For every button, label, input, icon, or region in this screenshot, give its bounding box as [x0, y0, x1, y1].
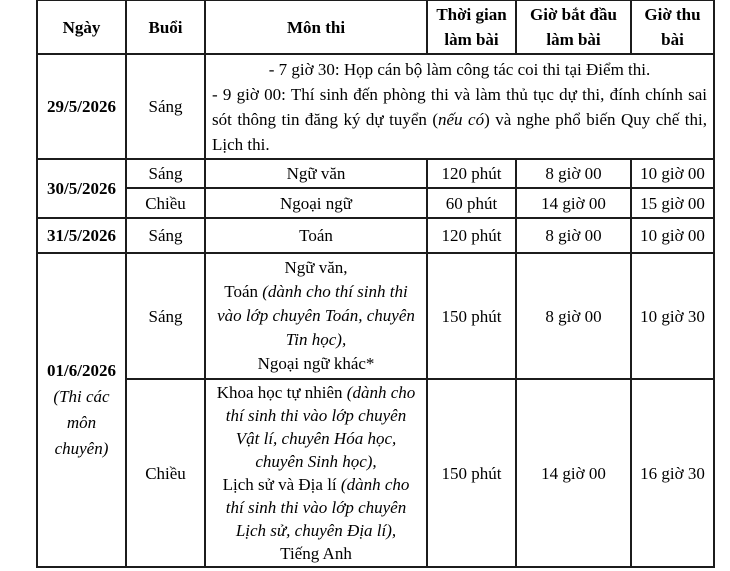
note-line-2: - 9 giờ 00: Thí sinh đến phòng thi và làm thủ tục dự thi, đính chính sai sót thông tin đăng ký dự tuyển (nếu có) và nghe phổ biến Quy chế thi, Lịch thi. — [212, 84, 707, 154]
date-cell-30-5: 30/5/2026 — [37, 159, 126, 218]
note-italic-neu-co: nếu có — [438, 109, 485, 129]
session-cell-31-5: Sáng — [126, 218, 205, 253]
subject-cell-31-5: Toán — [205, 218, 427, 253]
duration-cell-30-5-morning: 120 phút — [427, 159, 516, 188]
subject-toan-chuyen: Toán (dành cho thí sinh thi vào lớp chuyên Toán, chuyên Tin học), — [217, 282, 415, 349]
subject-tieng-anh: Tiếng Anh — [280, 544, 352, 563]
end-cell-01-6-morning: 10 giờ 30 — [631, 253, 714, 379]
session-cell-01-6-afternoon: Chiều — [126, 379, 205, 567]
col-header-duration: Thời gian làm bài — [427, 0, 516, 54]
subject-khtn-chuyen: Khoa học tự nhiên (dành cho thí sinh thi vào lớp chuyên Vật lí, chuyên Hóa học, chuyên Sinh học), — [216, 383, 416, 471]
duration-cell-30-5-afternoon: 60 phút — [427, 188, 516, 218]
start-cell-31-5: 8 giờ 00 — [516, 218, 631, 253]
subject-ngoai-ngu-khac: Ngoại ngữ khác* — [257, 354, 375, 373]
duration-cell-31-5: 120 phút — [427, 218, 516, 253]
table-row-31-5 — [37, 218, 714, 253]
end-cell-30-5-morning: 10 giờ 00 — [631, 159, 714, 188]
date-cell-29-5: 29/5/2026 — [37, 54, 126, 159]
table-row-01-6-morning — [37, 253, 714, 379]
session-cell-30-5-morning: Sáng — [126, 159, 205, 188]
subject-cell-01-6-morning — [205, 253, 427, 379]
table-row-29-5 — [37, 54, 714, 159]
start-cell-30-5-afternoon: 14 giờ 00 — [516, 188, 631, 218]
duration-cell-01-6-morning: 150 phút — [427, 253, 516, 379]
start-cell-01-6-morning: 8 giờ 00 — [516, 253, 631, 379]
col-header-session: Buổi — [126, 0, 205, 54]
start-cell-01-6-afternoon: 14 giờ 00 — [516, 379, 631, 567]
subject-cell-01-6-afternoon — [205, 379, 427, 567]
col-header-date: Ngày — [37, 0, 126, 54]
session-cell-30-5-afternoon: Chiều — [126, 188, 205, 218]
subject-cell-30-5-morning: Ngữ văn — [205, 159, 427, 188]
date-cell-31-5: 31/5/2026 — [37, 218, 126, 253]
subject-ngu-van: Ngữ văn, — [284, 258, 348, 277]
col-header-start-time: Giờ bắt đầu làm bài — [516, 0, 631, 54]
end-cell-30-5-afternoon: 15 giờ 00 — [631, 188, 714, 218]
table-row-30-5-morning — [37, 159, 714, 188]
end-cell-01-6-afternoon: 16 giờ 30 — [631, 379, 714, 567]
date-note-01-6: (Thi các môn chuyên) — [53, 387, 110, 458]
start-cell-30-5-morning: 8 giờ 00 — [516, 159, 631, 188]
col-header-collect-time: Giờ thu bài — [631, 0, 714, 54]
subject-lich-su-dia-li-chuyen: Lịch sử và Địa lí (dành cho thí sinh thi vào lớp chuyên Lịch sử, chuyên Địa lí), — [222, 475, 410, 540]
table-row-30-5-afternoon — [37, 188, 714, 218]
subject-cell-30-5-afternoon: Ngoại ngữ — [205, 188, 427, 218]
notes-cell-29-5 — [205, 54, 714, 159]
note-line-1: - 7 giờ 30: Họp cán bộ làm công tác coi thi tại Điểm thi. — [268, 59, 651, 79]
date-01-6: 01/6/2026 — [47, 361, 116, 380]
session-cell-01-6-morning: Sáng — [126, 253, 205, 379]
session-cell-29-5: Sáng — [126, 54, 205, 159]
exam-schedule-table — [36, 0, 715, 568]
duration-cell-01-6-afternoon: 150 phút — [427, 379, 516, 567]
table-header-row — [37, 0, 714, 54]
end-cell-31-5: 10 giờ 00 — [631, 218, 714, 253]
table-row-01-6-afternoon — [37, 379, 714, 567]
date-cell-01-6 — [37, 253, 126, 567]
col-header-subject: Môn thi — [205, 0, 427, 54]
